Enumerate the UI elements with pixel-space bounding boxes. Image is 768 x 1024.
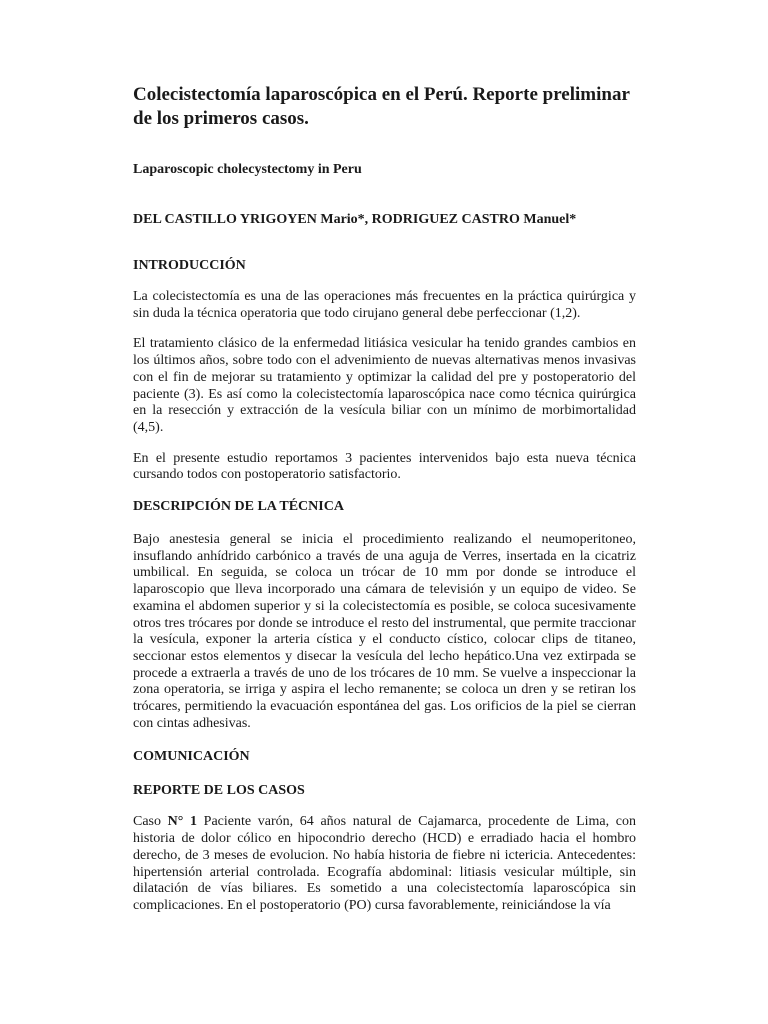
caso-text: Paciente varón, 64 años natural de Cajamarca, procedente de Lima, con historia de dolor cólico en hipocondrio derecho (HCD) e erradiado hacia el hombro derecho, de 3 meses de evolucion. No había historia de fiebre ni ictericia. Antecedentes: hipertensión arterial controlada. Ecografía abdominal: litiasis vesicular múltiple, sin dilatación de vías biliares. Es sometido a una colecistectomía laparoscópica sin complicaciones. En el postoperatorio (PO) cursa favorablemente, reiniciándose la vía [133, 814, 636, 913]
caso-prefix: Caso [133, 814, 161, 830]
paragraph-tecnica: Bajo anestesia general se inicia el procedimiento realizando el neumoperitoneo, insuflando anhídrido carbónico a través de una aguja de Verres, insertada en la cicatriz umbilical. En seguida, se coloca un trócar de 10 mm por donde se introduce el laparoscopio que lleva incorporado una cámara de televisión y un equipo de video. Se examina el abdomen superior y si la colecistectomía es posible, se coloca sucesivamente otros tres trócares por donde se introduce el resto del instrumental, que permite traccionar la vesícula, exponer la arteria cística y el conducto cístico, colocar clips de titaneo, seccionar estos elementos y disecar la vesícula del lecho hepático.Una vez extirpada se procede a extraerla a través de uno de los trócares de 10 mm. Se vuelve a inspeccionar la zona operatoria, se irriga y aspira el lecho remanente; se coloca un dren y se retiran los trócares, permitiendo la evacuación espontánea del gas. Los orificios de la piel se cierran con cintas adhesivas. [133, 532, 636, 731]
section-heading-introduccion: INTRODUCCIÓN [133, 258, 246, 273]
paper-title: Colecistectomía laparoscópica en el Perú. Reporte preliminar de los primeros casos. [133, 84, 630, 129]
paragraph-intro-2: El tratamiento clásico de la enfermedad litiásica vesicular ha tenido grandes cambios en los últimos años, sobre todo con el advenimiento de nuevas alternativas menos invasivas con el fin de mejorar su tratamiento y optimizar la calidad del pre y postoperatorio del paciente (3). Es así como la colecistectomía laparoscópica nace como técnica quirúrgica en la resección y extracción de la vesícula biliar con un mínimo de morbimortalidad (4,5). [133, 336, 636, 435]
section-heading-reporte: REPORTE DE LOS CASOS [133, 783, 305, 799]
section-heading-comunicacion: COMUNICACIÓN [133, 749, 250, 765]
paragraph-intro-1: La colecistectomía es una de las operaciones más frecuentes en la práctica quirúrgica y sin duda la técnica operatoria que todo cirujano general debe perfeccionar (1,2). [133, 289, 636, 321]
paragraph-caso-1 [133, 814, 636, 914]
caso-number: N° 1 [167, 814, 198, 830]
paragraph-intro-3: En el presente estudio reportamos 3 pacientes intervenidos bajo esta nueva técnica cursando todos con postoperatorio satisfactorio. [133, 450, 636, 483]
document-content [133, 83, 636, 929]
paper-subtitle: Laparoscopic cholecystectomy in Peru [133, 162, 362, 177]
section-heading-tecnica: DESCRIPCIÓN DE LA TÉCNICA [133, 499, 344, 515]
paper-authors: DEL CASTILLO YRIGOYEN Mario*, RODRIGUEZ CASTRO Manuel* [133, 212, 577, 227]
